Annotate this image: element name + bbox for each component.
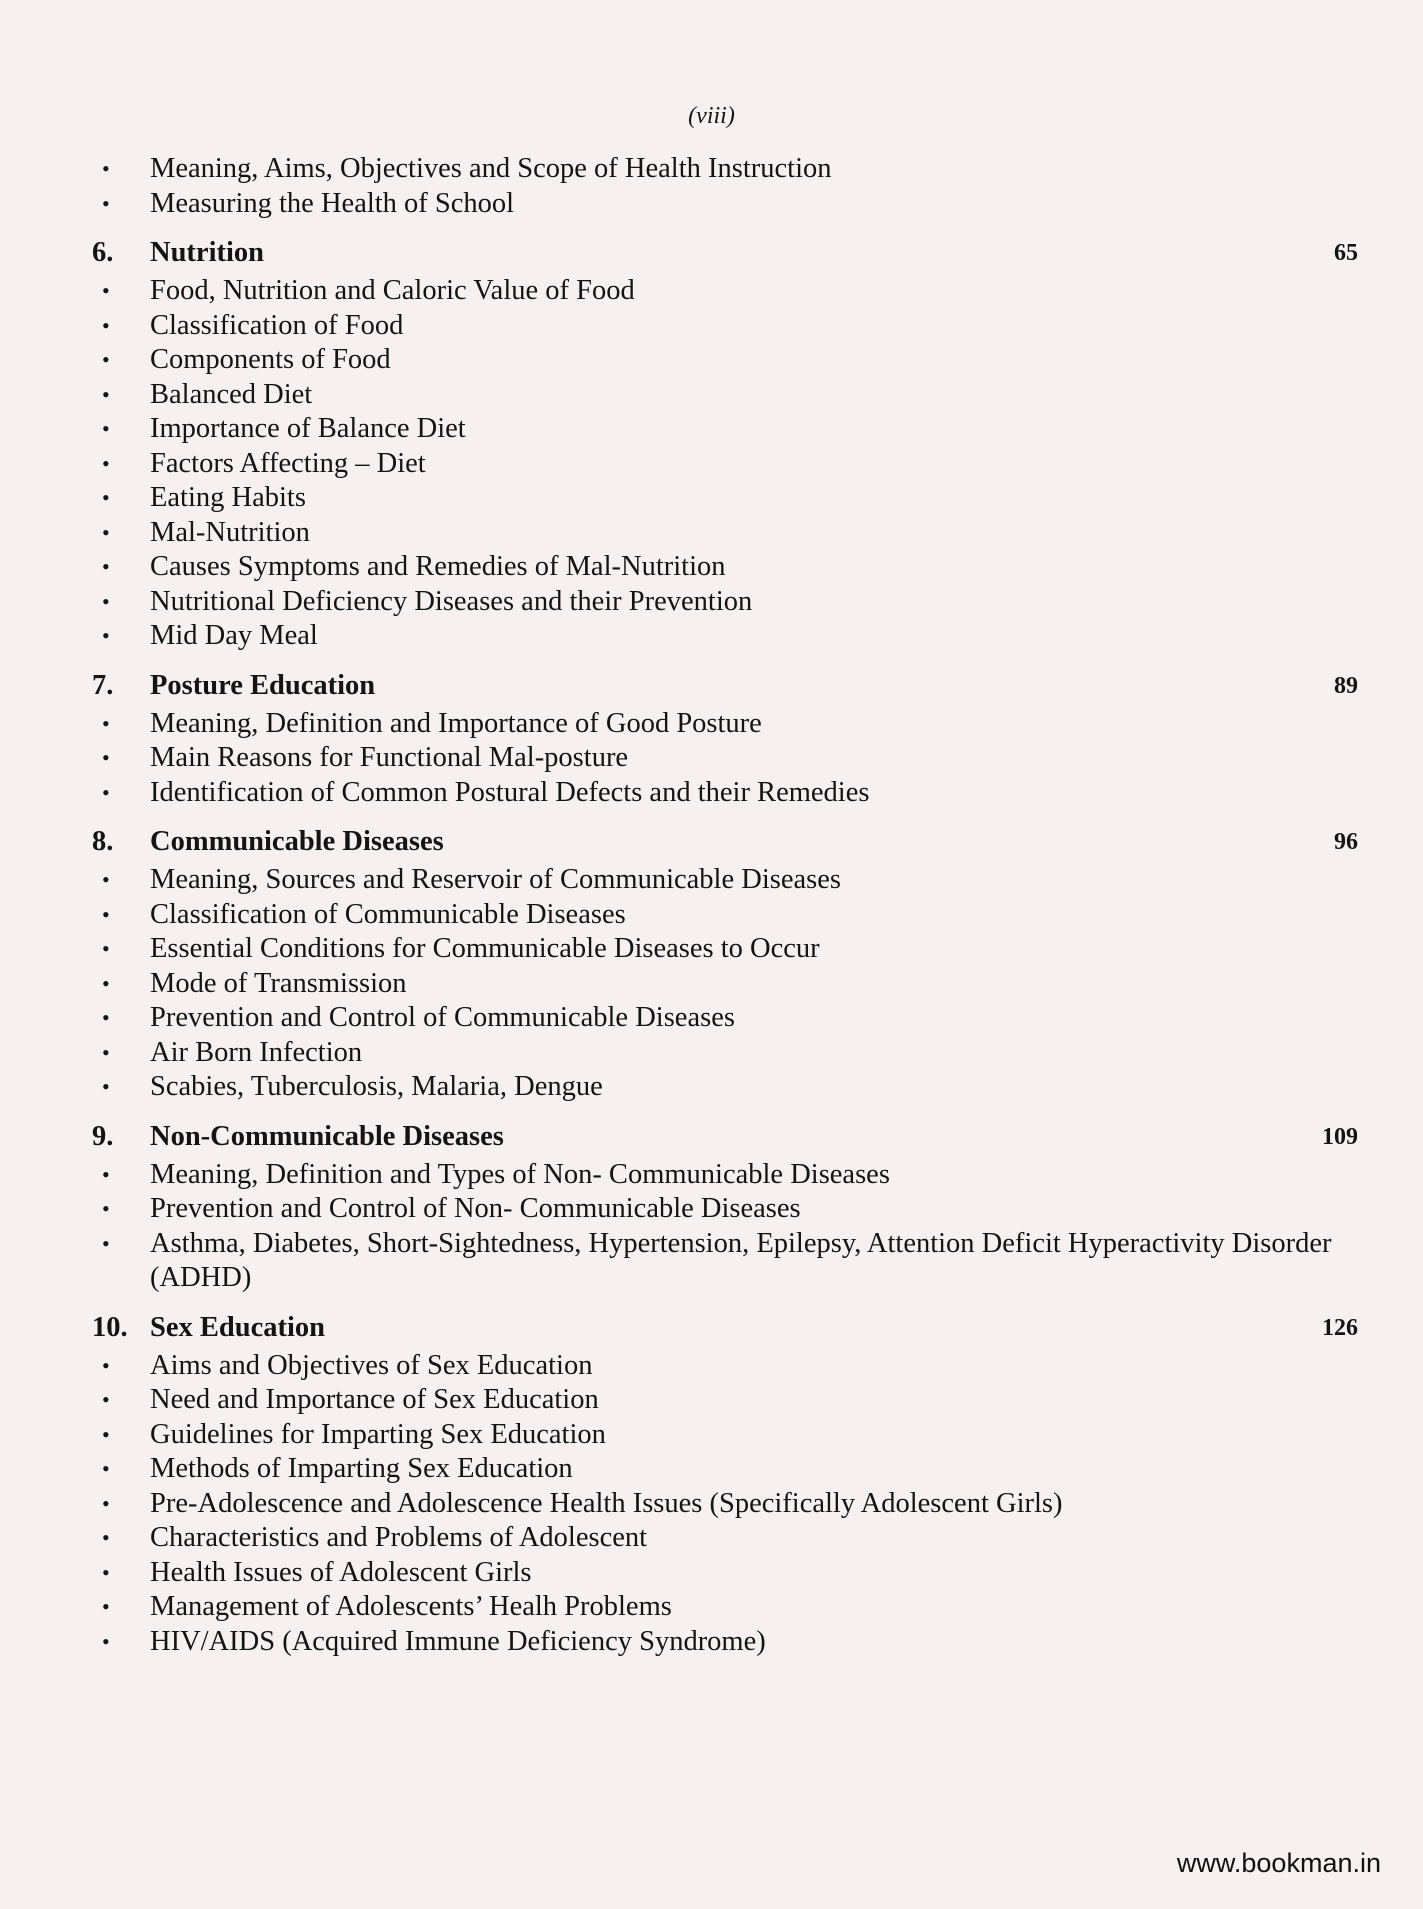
list-item xyxy=(92,1556,1358,1591)
toc-sections xyxy=(92,235,1358,1659)
lead-items xyxy=(92,152,1358,221)
list-item-text: Causes Symptoms and Remedies of Mal-Nutrition xyxy=(150,551,726,582)
list-item-text: Food, Nutrition and Caloric Value of Food xyxy=(150,275,635,306)
bullet-icon: • xyxy=(102,381,110,407)
list-item xyxy=(92,619,1358,654)
section-title: Nutrition xyxy=(150,237,264,268)
section-title: Posture Education xyxy=(150,669,376,701)
bullet-icon: • xyxy=(102,1387,110,1412)
list-item-text: Meaning, Sources and Reservoir of Communicable Diseases xyxy=(150,864,841,895)
list-item-text: Health Issues of Adolescent Girls xyxy=(150,1556,532,1588)
list-item xyxy=(92,898,1358,933)
bullet-icon: • xyxy=(102,1161,110,1187)
footer-url: www.bookman.in xyxy=(1176,1848,1381,1878)
toc-section xyxy=(92,668,1358,811)
list-item-text: Main Reasons for Functional Mal-posture xyxy=(150,742,629,773)
bullet-icon: • xyxy=(102,278,110,303)
list-item-text: Meaning, Definition and Types of Non- Communicable Diseases xyxy=(150,1158,890,1190)
list-item-text: Components of Food xyxy=(150,344,391,375)
bullet-icon: • xyxy=(102,1525,110,1550)
list-item-text: Measuring the Health of School xyxy=(150,187,515,219)
bullet-icon: • xyxy=(102,347,110,372)
list-item-text: Management of Adolescents’ Healh Problems xyxy=(150,1591,672,1622)
list-item xyxy=(92,967,1358,1002)
list-item xyxy=(92,309,1358,344)
list-item-text: Meaning, Aims, Objectives and Scope of Health Instruction xyxy=(150,153,832,184)
list-item-text: Methods of Imparting Sex Education xyxy=(150,1453,573,1484)
list-item xyxy=(92,1158,1358,1193)
list-item xyxy=(92,1383,1358,1418)
bullet-icon: • xyxy=(102,312,110,338)
bullet-icon: • xyxy=(102,156,110,181)
list-item-text: Pre-Adolescence and Adolescence Health Issues (Specifically Adolescent Girls) xyxy=(150,1487,1063,1519)
bullet-icon: • xyxy=(102,1005,110,1030)
bullet-icon: • xyxy=(102,1559,110,1585)
section-heading xyxy=(92,824,1358,860)
bullet-icon: • xyxy=(102,1421,110,1447)
list-item xyxy=(92,1590,1358,1625)
bullet-icon: • xyxy=(102,1039,110,1065)
section-title: Non-Communicable Diseases xyxy=(150,1120,504,1152)
list-item xyxy=(92,1418,1358,1453)
list-item-text: Identification of Common Postural Defects and their Remedies xyxy=(150,776,870,808)
toc-section xyxy=(92,824,1358,1105)
list-item-text: Characteristics and Problems of Adolescent xyxy=(150,1522,648,1553)
toc-section xyxy=(92,1119,1358,1296)
section-number: 8. xyxy=(92,826,114,857)
bullet-icon: • xyxy=(102,1490,110,1516)
bullet-icon: • xyxy=(102,1628,110,1654)
list-item-text: Meaning, Definition and Importance of Good Posture xyxy=(150,707,762,739)
bullet-icon: • xyxy=(102,1074,110,1099)
toc-section xyxy=(92,1310,1358,1660)
list-item xyxy=(92,1227,1358,1296)
list-item-text: Eating Habits xyxy=(150,482,306,513)
bullet-icon: • xyxy=(102,1456,110,1481)
bullet-icon: • xyxy=(102,554,110,579)
bullet-icon: • xyxy=(102,901,110,927)
bullet-icon: • xyxy=(102,1196,110,1221)
list-item xyxy=(92,274,1358,309)
list-item xyxy=(92,378,1358,413)
list-item-text: Essential Conditions for Communicable Diseases to Occur xyxy=(150,933,820,964)
list-item-text: Importance of Balance Diet xyxy=(150,413,466,444)
table-of-contents xyxy=(92,152,1358,1659)
bullet-icon: • xyxy=(102,710,110,736)
section-heading xyxy=(92,668,1358,704)
section-page-number: 96 xyxy=(1334,829,1358,855)
list-item xyxy=(92,447,1358,482)
list-item xyxy=(92,1349,1358,1384)
list-item-text: Classification of Food xyxy=(150,309,404,341)
bullet-icon: • xyxy=(102,588,110,614)
bullet-icon: • xyxy=(102,1594,110,1619)
list-item-text: Scabies, Tuberculosis, Malaria, Dengue xyxy=(150,1071,603,1102)
section-number: 7. xyxy=(92,669,114,701)
section-heading xyxy=(92,1119,1358,1155)
bullet-icon: • xyxy=(102,485,110,510)
list-item-text: Aims and Objectives of Sex Education xyxy=(150,1349,593,1381)
section-heading xyxy=(92,1310,1358,1346)
bullet-icon: • xyxy=(102,190,110,216)
section-heading xyxy=(92,235,1358,271)
bullet-icon: • xyxy=(102,416,110,441)
bullet-icon: • xyxy=(102,1352,110,1378)
section-number: 10. xyxy=(92,1311,128,1343)
list-item-text: Balanced Diet xyxy=(150,378,313,410)
bullet-icon: • xyxy=(102,1230,110,1256)
list-item xyxy=(92,343,1358,378)
section-title: Communicable Diseases xyxy=(150,826,444,857)
list-item xyxy=(92,481,1358,516)
bullet-icon: • xyxy=(102,623,110,648)
list-item-text: Prevention and Control of Non- Communicable Diseases xyxy=(150,1193,801,1224)
section-number: 9. xyxy=(92,1120,114,1152)
list-item-text: Prevention and Control of Communicable Diseases xyxy=(150,1002,735,1033)
bullet-icon: • xyxy=(102,779,110,805)
list-item xyxy=(92,187,1358,222)
section-page-number: 89 xyxy=(1334,672,1358,699)
list-item xyxy=(92,1521,1358,1556)
page-label: (viii) xyxy=(688,103,735,129)
list-item-text: Classification of Communicable Diseases xyxy=(150,898,626,930)
list-item xyxy=(92,412,1358,447)
list-item xyxy=(92,932,1358,967)
list-item xyxy=(92,550,1358,585)
bullet-icon: • xyxy=(102,936,110,961)
bullet-icon: • xyxy=(102,745,110,770)
list-item xyxy=(92,741,1358,776)
list-item-text: Asthma, Diabetes, Short-Sightedness, Hypertension, Epilepsy, Attention Deficit Hyperactivity Disorder (ADHD) xyxy=(150,1227,1332,1293)
list-item xyxy=(92,707,1358,742)
list-item xyxy=(92,776,1358,811)
toc-section xyxy=(92,235,1358,654)
bullet-icon: • xyxy=(102,450,110,476)
section-title: Sex Education xyxy=(150,1311,325,1343)
list-item xyxy=(92,1070,1358,1105)
list-item xyxy=(92,152,1358,187)
list-item xyxy=(92,585,1358,620)
list-item-text: Factors Affecting – Diet xyxy=(150,447,426,479)
list-item xyxy=(92,863,1358,898)
section-page-number: 109 xyxy=(1322,1123,1358,1150)
list-item-text: Mid Day Meal xyxy=(150,620,318,651)
list-item xyxy=(92,1625,1358,1660)
bullet-icon: • xyxy=(102,867,110,892)
list-item xyxy=(92,1452,1358,1487)
list-item xyxy=(92,1001,1358,1036)
section-page-number: 65 xyxy=(1334,240,1358,266)
list-item-text: Mal-Nutrition xyxy=(150,516,310,548)
list-item xyxy=(92,1036,1358,1071)
list-item-text: Need and Importance of Sex Education xyxy=(150,1384,599,1415)
list-item xyxy=(92,1487,1358,1522)
bullet-icon: • xyxy=(102,519,110,545)
section-page-number: 126 xyxy=(1322,1314,1358,1341)
list-item-text: Nutritional Deficiency Diseases and their Prevention xyxy=(150,585,753,617)
bullet-icon: • xyxy=(102,970,110,996)
list-item-text: Guidelines for Imparting Sex Education xyxy=(150,1418,606,1450)
list-item-text: Mode of Transmission xyxy=(150,967,407,999)
list-item-text: Air Born Infection xyxy=(150,1036,363,1068)
list-item xyxy=(92,516,1358,551)
section-number: 6. xyxy=(92,237,114,268)
list-item xyxy=(92,1192,1358,1227)
list-item-text: HIV/AIDS (Acquired Immune Deficiency Syndrome) xyxy=(150,1625,766,1657)
